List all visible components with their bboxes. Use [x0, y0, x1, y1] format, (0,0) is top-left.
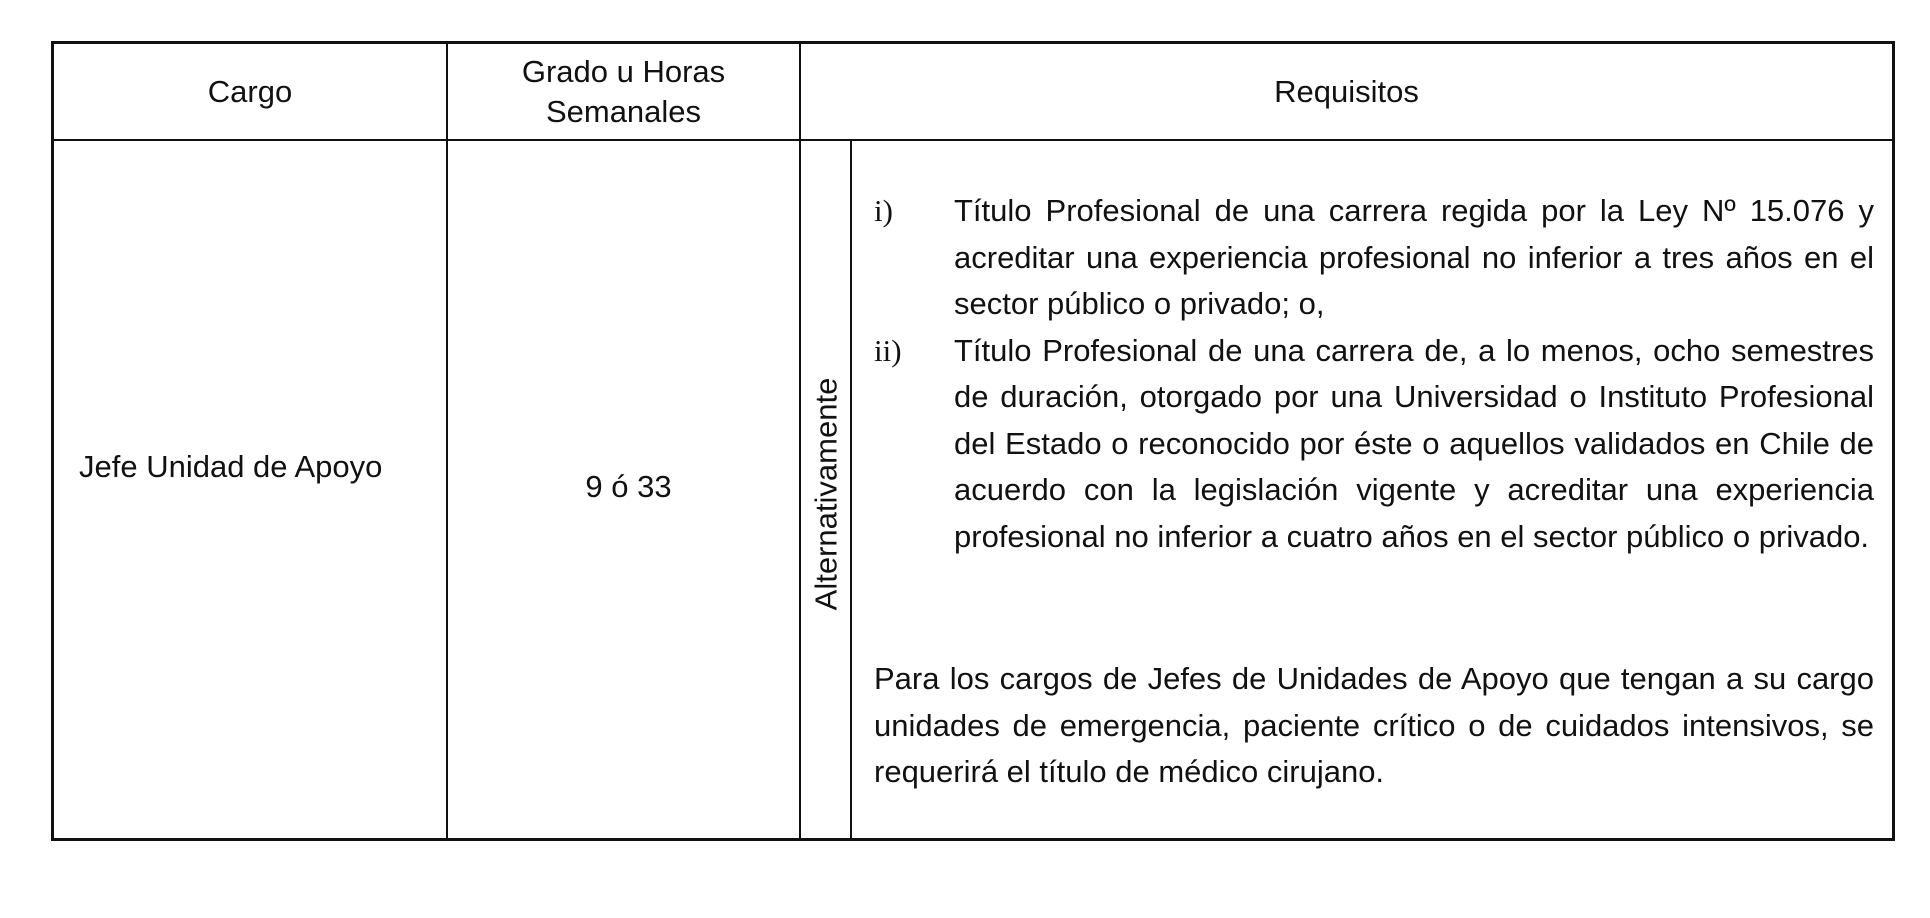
requirements-table — [51, 41, 1895, 841]
cell-modalidad — [801, 144, 851, 844]
header-divider — [54, 139, 1892, 141]
requirement-text: Título Profesional de una carrera regida por la Ley Nº 15.076 y acreditar una experiencia profesional no inferior a tres años en el sector público o privado; o, — [954, 193, 1874, 321]
header-grado-label: Grado u Horas Semanales — [521, 53, 726, 129]
header-cargo-label: Cargo — [207, 73, 293, 109]
cell-cargo: Jefe Unidad de Apoyo — [79, 449, 383, 484]
header-requisitos — [801, 44, 1892, 139]
modalidad-label: Alternativamente — [808, 377, 843, 611]
cell-grado: 9 ó 33 — [585, 469, 672, 504]
header-cargo — [54, 44, 446, 139]
header-requisitos-label: Requisitos — [1274, 73, 1419, 109]
column-divider-1 — [446, 44, 448, 838]
requirements-list — [874, 188, 1874, 560]
requirement-item — [874, 328, 1874, 561]
requirement-numeral: i) — [874, 193, 893, 228]
header-grado — [448, 44, 799, 139]
requirement-numeral: ii) — [874, 332, 902, 368]
requirement-text: Título Profesional de una carrera de, a lo menos, ocho semestres de duración, otorgado por una Universidad o Instituto Profesional del Estado o reconocido por éste o aquellos validados en Chile de acuerdo con la legislación vigente y acreditar una experiencia profesional no inferior a cuatro años en el sector público o privado. — [954, 332, 1874, 554]
requirements-note: Para los cargos de Jefes de Unidades de Apoyo que tengan a su cargo unidades de emergencia, paciente crítico o de cuidados intensivos, se requerirá el título de médico cirujano. — [874, 661, 1874, 789]
requirement-item — [874, 188, 1874, 328]
